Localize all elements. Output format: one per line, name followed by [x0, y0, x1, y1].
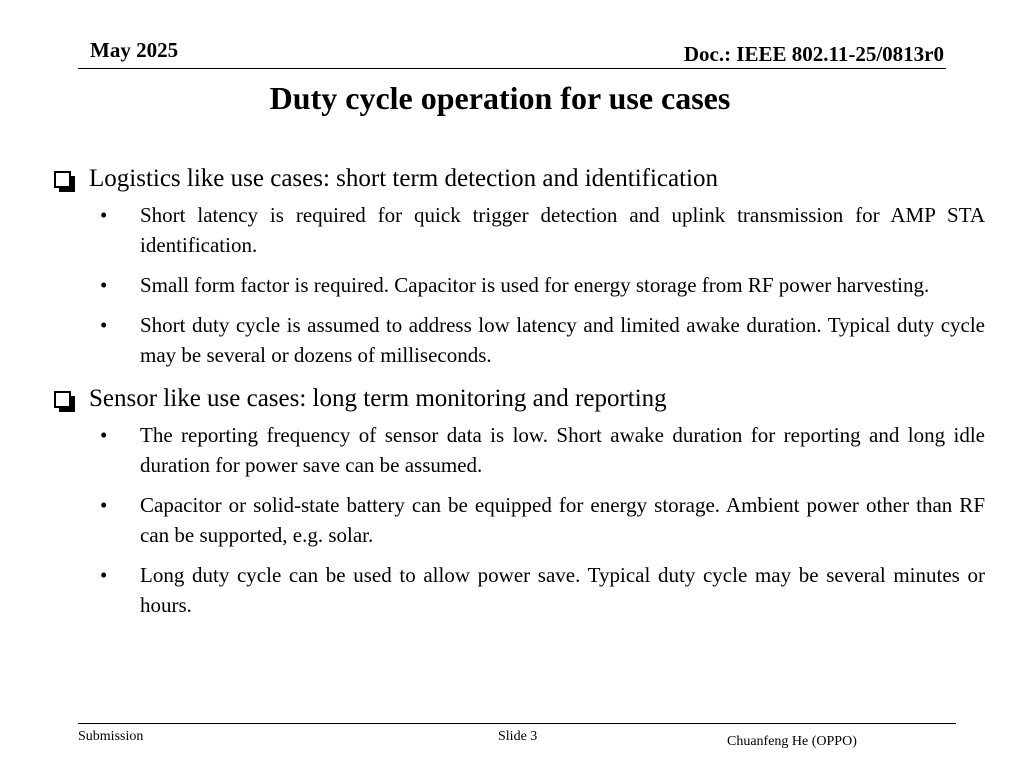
- header-doc-id: Doc.: IEEE 802.11-25/0813r0: [683, 42, 944, 66]
- bullet-text: Short latency is required for quick trigger detection and uplink transmission for AMP STA identification.: [140, 203, 985, 257]
- bullet-item: [50, 310, 985, 370]
- slide-body: [50, 160, 985, 630]
- section-heading-text: Logistics like use cases: short term detection and identification: [89, 165, 718, 192]
- footer-submission: Submission: [78, 729, 144, 744]
- bullet-item: [50, 560, 985, 620]
- bullet-text: Capacitor or solid-state battery can be equipped for energy storage. Ambient power other than RF can be supported, e.g. solar.: [140, 493, 985, 547]
- checkbox-bullet-icon: [54, 391, 71, 408]
- bullet-text: Long duty cycle can be used to allow power save. Typical duty cycle may be several minutes or hours.: [140, 563, 985, 617]
- bullet-dot-icon: •: [100, 493, 108, 517]
- section-heading-sensor: [50, 380, 985, 418]
- header-date: May 2025: [90, 38, 179, 62]
- bullet-text: The reporting frequency of sensor data is low. Short awake duration for reporting and long idle duration for power save can be assumed.: [140, 423, 985, 477]
- section-heading-text: Sensor like use cases: long term monitoring and reporting: [89, 385, 667, 412]
- slide-title: Duty cycle operation for use cases: [269, 80, 731, 116]
- footer-divider: [78, 723, 956, 724]
- bullet-dot-icon: •: [100, 313, 108, 337]
- bullet-dot-icon: •: [100, 423, 108, 447]
- bullet-dot-icon: •: [100, 563, 108, 587]
- header-divider: [78, 68, 946, 69]
- bullet-dot-icon: •: [100, 273, 108, 297]
- bullet-item: [50, 420, 985, 480]
- checkbox-bullet-icon: [54, 171, 71, 188]
- bullet-item: [50, 490, 985, 550]
- bullet-dot-icon: •: [100, 203, 108, 227]
- bullet-text: Short duty cycle is assumed to address low latency and limited awake duration. Typical duty cycle may be several or dozens of milliseconds.: [140, 313, 985, 367]
- footer-author: Chuanfeng He (OPPO): [727, 734, 857, 749]
- bullet-item: [50, 270, 985, 300]
- bullet-text: Small form factor is required. Capacitor is used for energy storage from RF power harvesting.: [140, 273, 930, 297]
- section-heading-logistics: [50, 160, 985, 198]
- footer-slide-number: Slide 3: [498, 729, 538, 744]
- bullet-item: [50, 200, 985, 260]
